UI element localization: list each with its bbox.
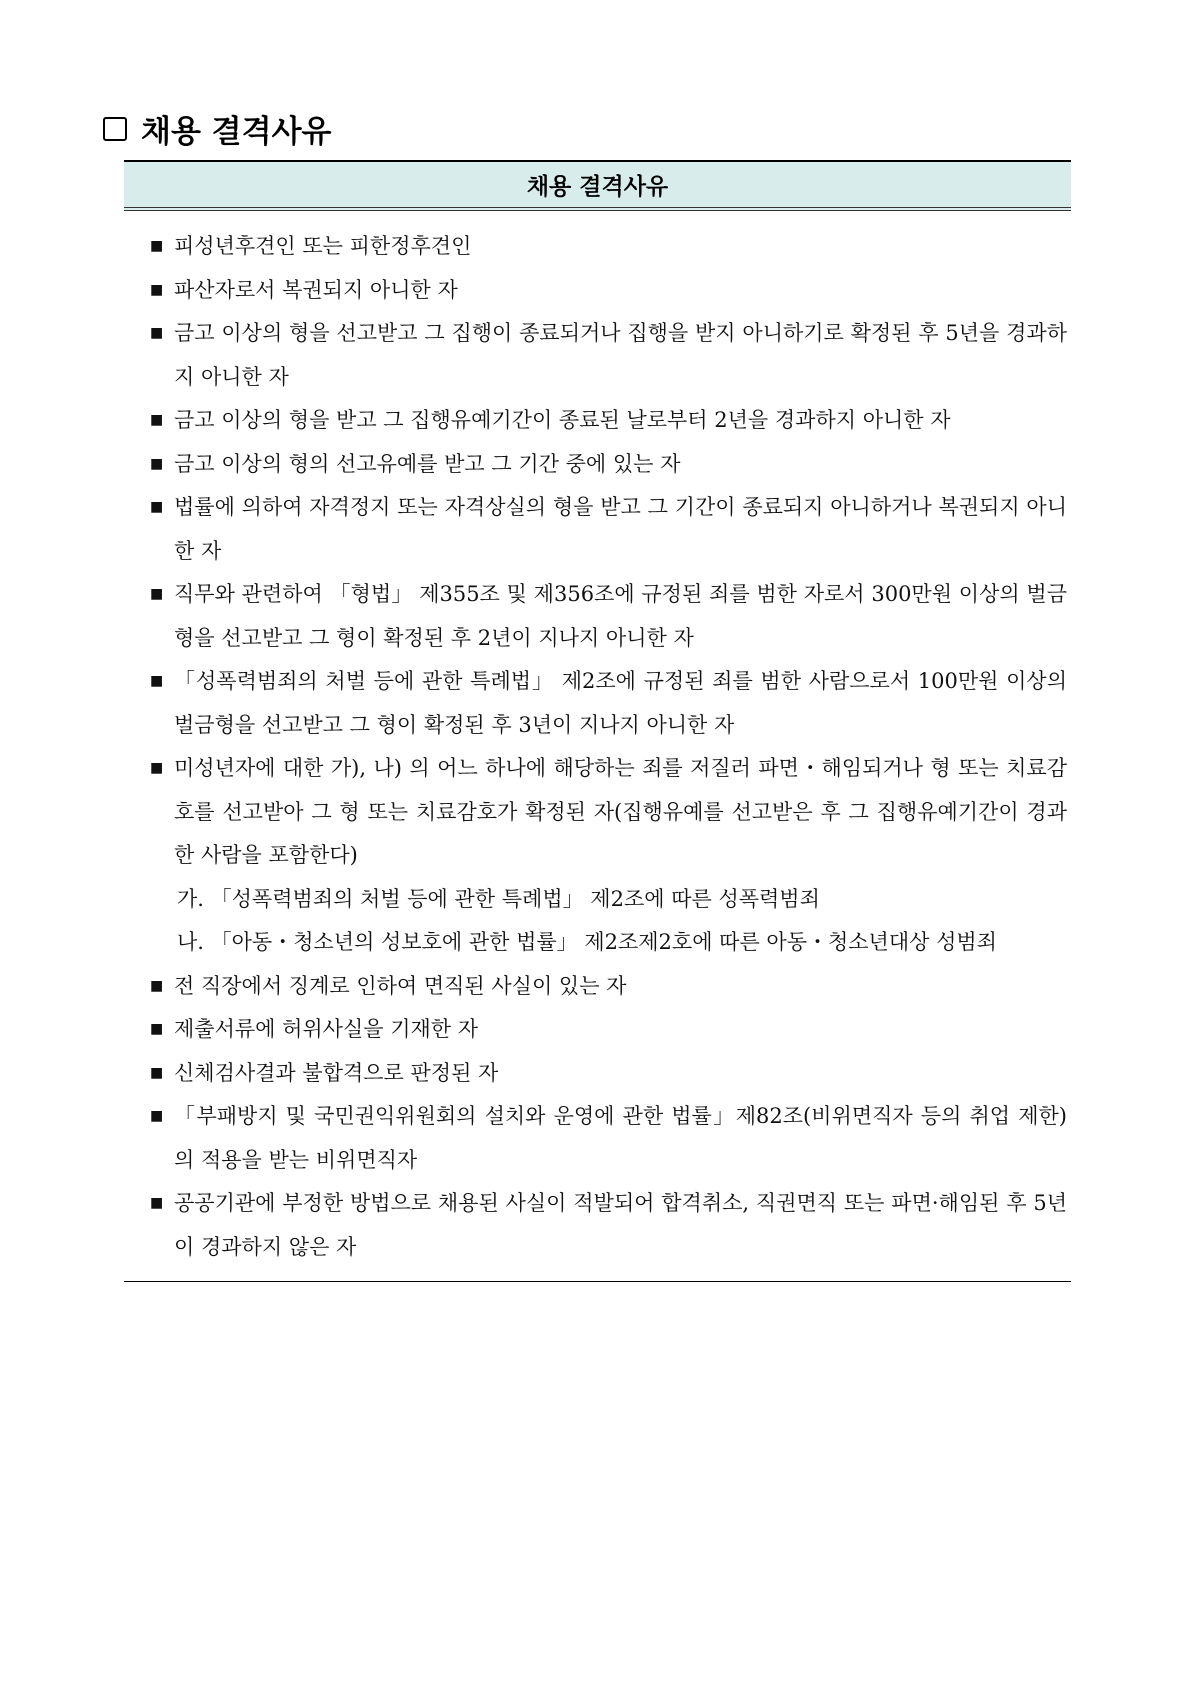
list-item: [124, 399, 1071, 443]
list-item: [124, 660, 1071, 747]
bullet-icon: ■: [150, 586, 164, 602]
bullet-icon: ■: [150, 1108, 164, 1124]
square-outline-icon: [103, 117, 127, 141]
list-item-text: 신체검사결과 불합격으로 판정된 자: [174, 1060, 499, 1085]
list-item: [124, 443, 1071, 487]
list-item: [124, 1095, 1071, 1182]
list-item: [124, 1008, 1071, 1052]
bullet-icon: ■: [150, 1064, 164, 1081]
list-item-text: 피성년후견인 또는 피한정후견인: [174, 234, 472, 258]
list-item-text: 직무와 관련하여 「형법」 제355조 및 제356조에 규정된 죄를 범한 자로서 300만원 이상의 벌금형을 선고받고 그 형이 확정된 후 2년이 지나지 아니한 자: [174, 582, 1067, 650]
table-body: [124, 211, 1071, 1282]
bullet-icon: ■: [150, 760, 164, 776]
list-item: [124, 965, 1071, 1009]
sub-item: 나. 「아동・청소년의 성보호에 관한 법률」 제2조제2호에 따른 아동・청소년대상 성범죄: [177, 930, 997, 954]
list-item: [124, 573, 1071, 660]
list-item: [124, 225, 1071, 269]
list-item-text: 파산자로서 복권되지 아니한 자: [174, 277, 458, 302]
sub-item: 가. 「성폭력범죄의 처벌 등에 관한 특례법」 제2조에 따른 성폭력범죄: [177, 886, 820, 911]
bullet-icon: ■: [150, 455, 164, 472]
bullet-icon: ■: [150, 1021, 164, 1037]
list-item-text: 제출서류에 허위사실을 기재한 자: [174, 1017, 479, 1041]
list-item-text: 금고 이상의 형을 선고받고 그 집행이 종료되거나 집행을 받지 아니하기로 확정된 후 5년을 경과하지 아니한 자: [174, 321, 1067, 389]
list-item-text: 금고 이상의 형의 선고유예를 받고 그 기간 중에 있는 자: [174, 451, 681, 476]
list-item-text: 공공기관에 부정한 방법으로 채용된 사실이 적발되어 합격취소, 직권면직 또는 파면·해임된 후 5년이 경과하지 않은 자: [174, 1191, 1067, 1259]
list-item: [124, 1052, 1071, 1096]
list-item: [124, 747, 1071, 878]
section-heading: [103, 106, 331, 151]
list-item-text: 법률에 의하여 자격정지 또는 자격상실의 형을 받고 그 기간이 종료되지 아니하거나 복권되지 아니한 자: [174, 495, 1067, 563]
bullet-icon: ■: [150, 499, 164, 515]
bullet-icon: ■: [150, 412, 164, 428]
list-item: [124, 1182, 1071, 1269]
table-header: [124, 162, 1071, 211]
bullet-icon: ■: [150, 977, 164, 994]
list-item: [124, 269, 1071, 313]
bullet-icon: ■: [150, 238, 164, 254]
list-item-text: 「성폭력범죄의 처벌 등에 관한 특례법」 제2조에 규정된 죄를 범한 사람으로서 100만원 이상의 벌금형을 선고받고 그 형이 확정된 후 3년이 지나지 아니한 자: [174, 669, 1067, 737]
bullet-icon: ■: [150, 325, 164, 341]
list-item-text: 전 직장에서 징계로 인하여 면직된 사실이 있는 자: [174, 973, 627, 998]
bullet-icon: ■: [150, 673, 164, 689]
list-item-text: 금고 이상의 형을 받고 그 집행유예기간이 종료된 날로부터 2년을 경과하지 아니한 자: [174, 408, 951, 432]
list-item-text: 미성년자에 대한 가), 나) 의 어느 하나에 해당하는 죄를 저질러 파면・해임되거나 형 또는 치료감호를 선고받아 그 형 또는 치료감호가 확정된 자(집행유예를 선고받은 후 그 집행유예기간이 경과한 사람을 포함한다): [174, 756, 1067, 867]
bullet-icon: ■: [150, 1195, 164, 1211]
disqualification-table: [124, 160, 1071, 1282]
section-title: 채용 결격사유: [141, 114, 332, 150]
bullet-icon: ■: [150, 281, 164, 298]
table-header-label: 채용 결격사유: [526, 174, 669, 200]
list-item: [124, 312, 1071, 399]
list-item: [124, 486, 1071, 573]
list-item-text: 「부패방지 및 국민권익위원회의 설치와 운영에 관한 법률」제82조(비위면직자 등의 취업 제한)의 적용을 받는 비위면직자: [174, 1104, 1067, 1172]
